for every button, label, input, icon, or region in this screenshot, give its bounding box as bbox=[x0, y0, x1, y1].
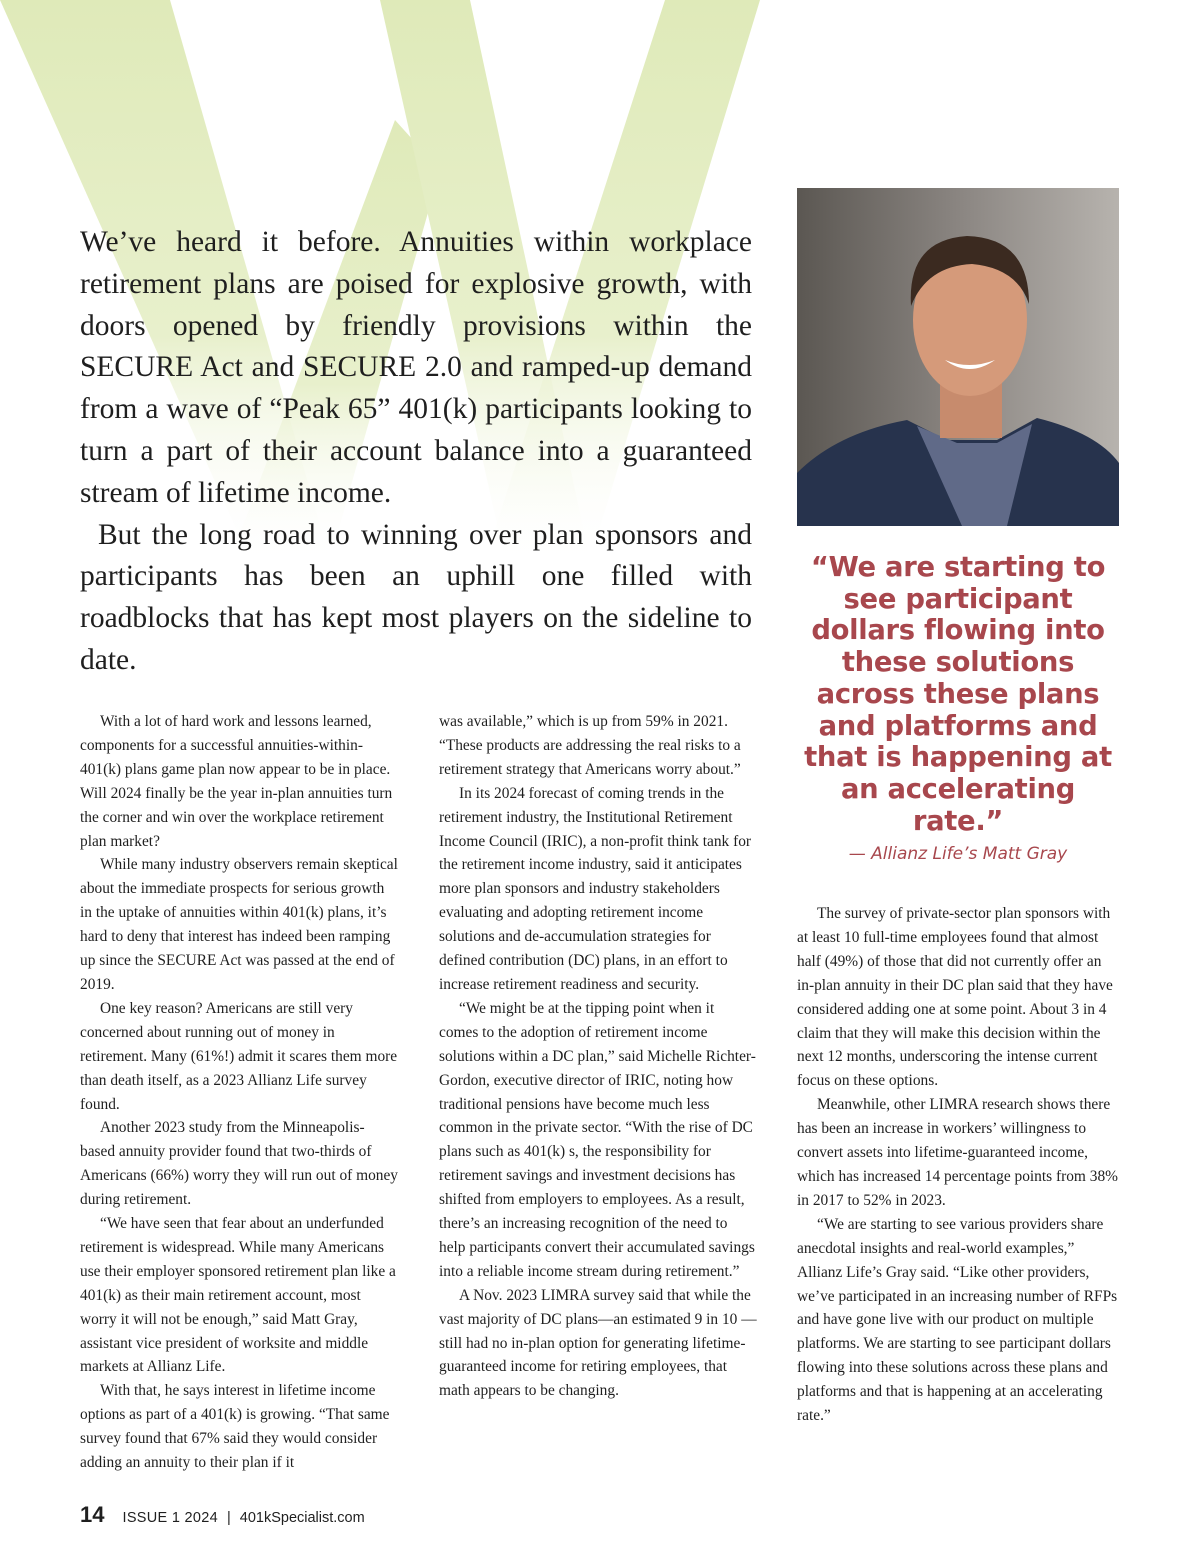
pull-quote bbox=[797, 552, 1119, 865]
body-paragraph: While many industry observers remain skeptical about the immediate prospects for serious growth in the uptake of annuities within 401(k) plans, it’s hard to deny that interest has indeed been ramping up since the SECURE Act was passed at the end of 2019. bbox=[80, 856, 398, 993]
footer-separator: | bbox=[226, 1510, 231, 1526]
page-footer bbox=[80, 1502, 365, 1528]
body-paragraph: In its 2024 forecast of coming trends in the retirement industry, the Institutional Retirement Income Council (IRIC), a non-profit think tank for the retirement income industry, said it anticipates more plan sponsors and industry stakeholders evaluating and adopting retirement income solutions and de-accumulation strategies for defined contribution (DC) plans, in an effort to increase retirement readiness and security. bbox=[439, 784, 752, 993]
page-number: 14 bbox=[80, 1502, 105, 1527]
body-column-1 bbox=[80, 710, 398, 1475]
body-column-3 bbox=[797, 902, 1121, 1428]
body-paragraph: One key reason? Americans are still very concerned about running out of money in retirement. Many (61%!) admit it scares them more than death itself, as a 2023 Allianz Life survey found. bbox=[80, 999, 398, 1113]
issue-label: ISSUE 1 2024 bbox=[122, 1510, 218, 1526]
body-column-2 bbox=[439, 710, 757, 1403]
pull-quote-attribution: — Allianz Life’s Matt Gray bbox=[848, 844, 1068, 865]
body-paragraph: “We have seen that fear about an underfunded retirement is widespread. While many Americans use their employer sponsored retirement plan like a 401(k) as their main retirement account, most worry it will not be enough,” said Matt Gray, assistant vice president of worksite and middle markets at Allianz Life. bbox=[80, 1215, 396, 1376]
lead-paragraph-1: We’ve heard it before. Annuities within workplace retirement plans are poised for explosive growth, with doors opened by friendly provisions within the SECURE Act and SECURE 2.0 and ramped-up demand from a wave of “Peak 65” 401(k) participants looking to turn a part of their account balance into a guaranteed stream of lifetime income. bbox=[80, 226, 752, 509]
site-link[interactable]: 401kSpecialist.com bbox=[239, 1510, 365, 1526]
portrait-photo bbox=[797, 188, 1119, 526]
lead-paragraphs bbox=[80, 222, 752, 682]
lead-paragraph-2: But the long road to winning over plan sponsors and participants has been an uphill one filled with roadblocks that has kept most players on the sideline to date. bbox=[80, 518, 752, 676]
body-paragraph: A Nov. 2023 LIMRA survey said that while the vast majority of DC plans—an estimated 9 in 10 —still had no in-plan option for generating lifetime-guaranteed income for retiring employees, that math appears to be changing. bbox=[439, 1286, 757, 1400]
body-paragraph: Another 2023 study from the Minneapolis-based annuity provider found that two-thirds of Americans (66%) worry they will run out of money during retirement. bbox=[80, 1119, 398, 1209]
body-paragraph: Meanwhile, other LIMRA research shows there has been an increase in workers’ willingness to convert assets into lifetime-guaranteed income, which has increased 14 percentage points from 38% in 2017 to 52% in 2023. bbox=[797, 1096, 1118, 1209]
body-paragraph-continued: was available,” which is up from 59% in 2021. “These products are addressing the real risks to a retirement strategy that Americans worry about.” bbox=[439, 713, 741, 778]
body-paragraph: “We might be at the tipping point when it comes to the adoption of retirement income solutions within a DC plan,” said Michelle Richter-Gordon, executive director of IRIC, noting how traditional pensions have become much less common in the private sector. “With the rise of DC plans such as 401(k) s, the responsibility for retirement savings and investment decisions has shifted from employers to employees. As a result, there’s an increasing recognition of the need to help participants convert their accumulated savings into a reliable income stream during retirement.” bbox=[439, 999, 756, 1280]
body-paragraph: The survey of private-sector plan sponsors with at least 10 full-time employees found that almost half (49%) of those that did not currently offer an in-plan annuity in their DC plan said that they have considered adding one at some point. About 3 in 4 claim that they will make this decision within the next 12 months, underscoring the intense current focus on these options. bbox=[797, 905, 1113, 1090]
body-paragraph: With that, he says interest in lifetime income options as part of a 401(k) is growing. “That same survey found that 67% said they would consider adding an annuity to their plan if it bbox=[80, 1382, 390, 1472]
body-paragraph: With a lot of hard work and lessons learned, components for a successful annuities-within-401(k) plans game plan now appear to be in place. Will 2024 finally be the year in-plan annuities turn the corner and win over the workplace retirement plan market? bbox=[80, 713, 393, 850]
body-paragraph: “We are starting to see various providers share anecdotal insights and real-world examples,” Allianz Life’s Gray said. “Like other providers, we’ve participated in an increasing number of RFPs and have gone live with our product on multiple platforms. We are starting to see participant dollars flowing into these solutions across these plans and platforms and that is happening at an accelerating rate.” bbox=[797, 1215, 1118, 1425]
pull-quote-text: “We are starting to see participant dollars flowing into these solutions across these plans and platforms and that is happening at an accelerating rate.” bbox=[804, 552, 1112, 837]
